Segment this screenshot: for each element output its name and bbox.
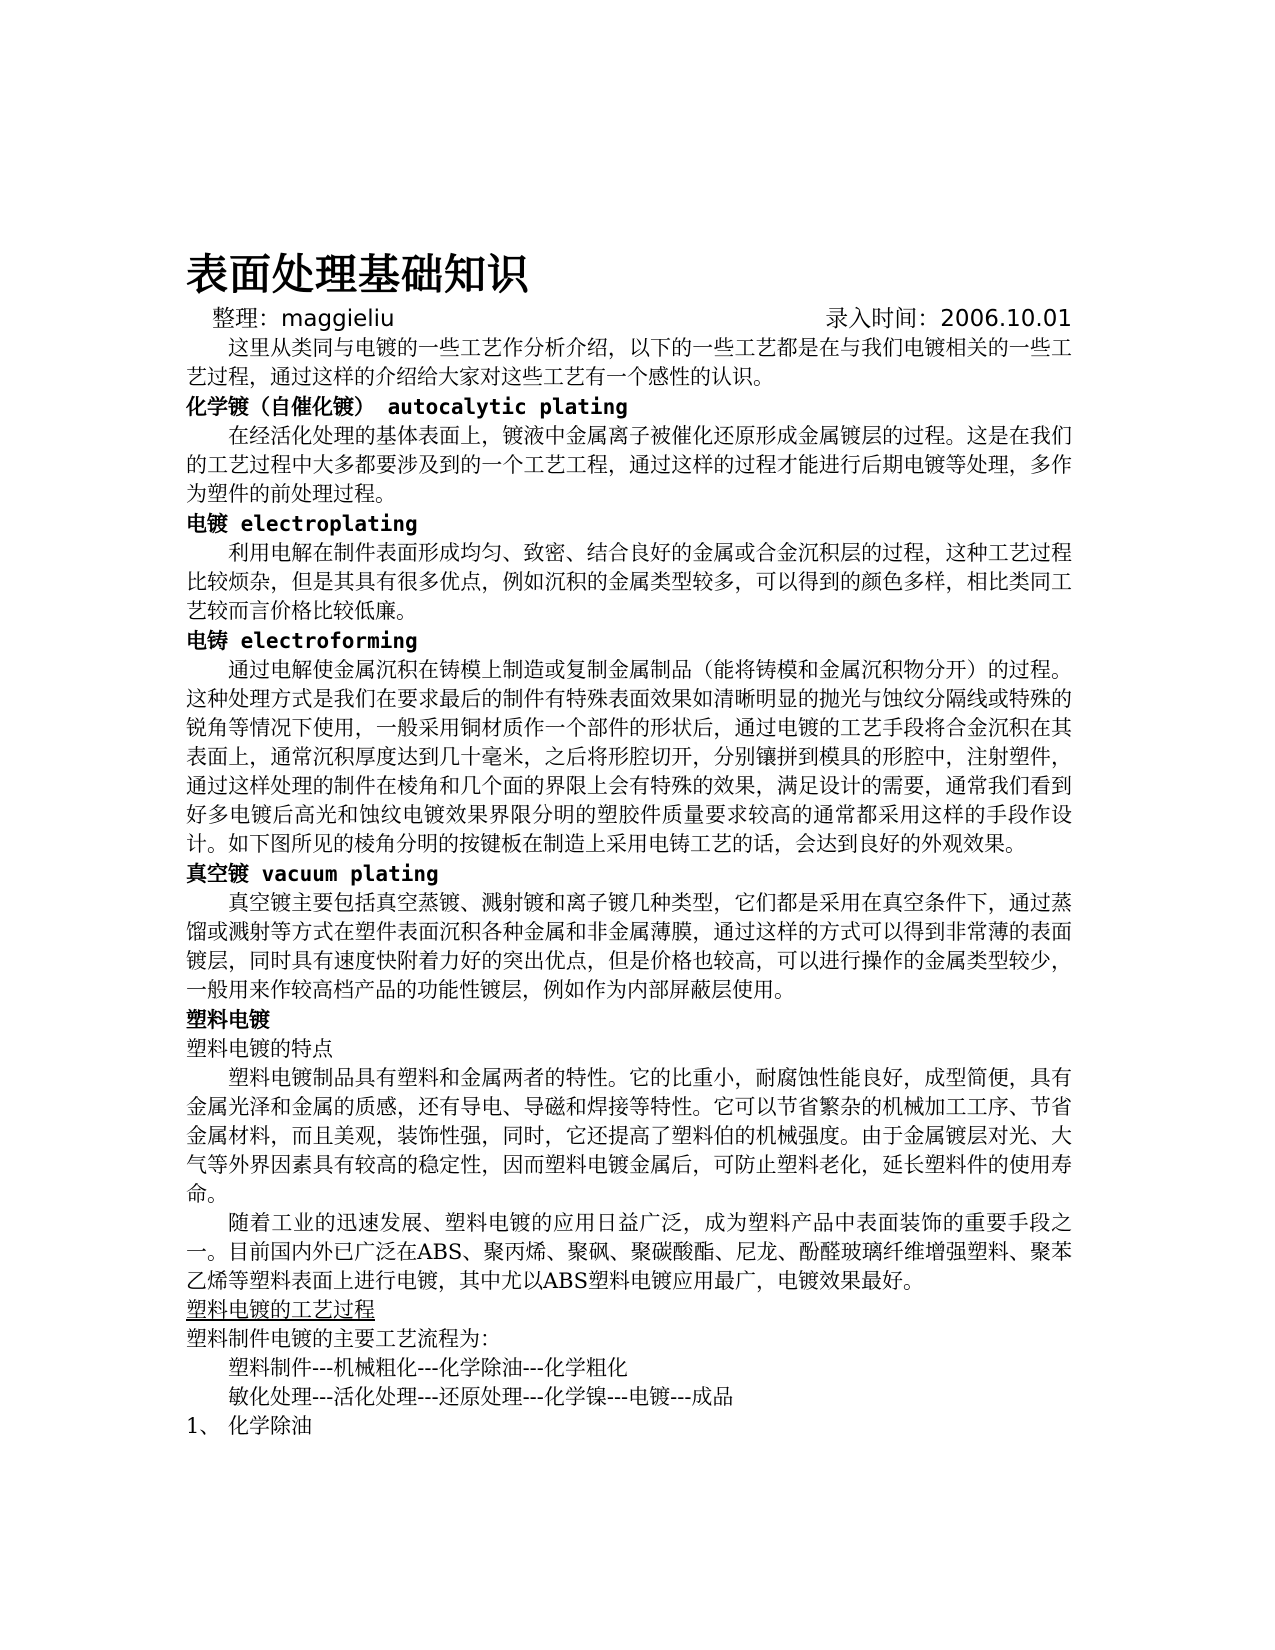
- section-heading-vacuum: 真空镀 vacuum plating: [186, 862, 439, 886]
- document-meta: [186, 304, 1072, 334]
- section-heading-plastic: 塑料电镀: [186, 1008, 270, 1032]
- step-number: 1、: [186, 1414, 221, 1438]
- plastic-features-label: 塑料电镀的特点: [186, 1037, 333, 1061]
- organizer-text: 整理：maggieliu: [212, 306, 395, 332]
- plastic-process-label: 塑料电镀的工艺过程: [186, 1298, 375, 1322]
- section-heading-electroplating: 电镀 electroplating: [186, 512, 418, 536]
- step-label: 化学除油: [228, 1414, 312, 1438]
- section-body-autocalytic: 在经活化处理的基体表面上，镀液中金属离子被催化还原形成金属镀层的过程。这是在我们的工艺过程中大多都要涉及到的一个工艺工程，通过这样的过程才能进行后期电镀等处理，多作为塑件的前处理过程。: [186, 424, 1072, 506]
- flow-line-2: 敏化处理---活化处理---还原处理---化学镍---电镀---成品: [228, 1385, 734, 1409]
- section-body-electroplating: 利用电解在制件表面形成均匀、致密、结合良好的金属或合金沉积层的过程，这种工艺过程比较烦杂，但是其具有很多优点，例如沉积的金属类型较多，可以得到的颜色多样，相比类同工艺较而言价格比较低廉。: [186, 541, 1072, 623]
- flow-intro: 塑料制件电镀的主要工艺流程为：: [186, 1327, 501, 1351]
- step-item: [186, 1412, 1072, 1441]
- document-page: [186, 248, 1072, 1441]
- section-heading-electroforming: 电铸 electroforming: [186, 629, 418, 653]
- entry-time-text: 录入时间：2006.10.01: [825, 306, 1072, 332]
- intro-paragraph: 这里从类同与电镀的一些工艺作分析介绍，以下的一些工艺都是在与我们电镀相关的一些工艺过程，通过这样的介绍给大家对这些工艺有一个感性的认识。: [186, 336, 1072, 389]
- document-title: 表面处理基础知识: [186, 250, 531, 299]
- section-heading-autocalytic: 化学镀（自催化镀） autocalytic plating: [186, 395, 628, 419]
- plastic-paragraph-1: 塑料电镀制品具有塑料和金属两者的特性。它的比重小，耐腐蚀性能良好，成型简便，具有金属光泽和金属的质感，还有导电、导磁和焊接等特性。它可以节省繁杂的机械加工工序、节省金属材料，而且美观，装饰性强，同时，它还提高了塑料伯的机械强度。由于金属镀层对光、大气等外界因素具有较高的稳定性，因而塑料电镀金属后，可防止塑料老化，延长塑料件的使用寿命。: [186, 1066, 1072, 1206]
- plastic-paragraph-2: 随着工业的迅速发展、塑料电镀的应用日益广泛，成为塑料产品中表面装饰的重要手段之一。目前国内外已广泛在ABS、聚丙烯、聚砜、聚碳酸酯、尼龙、酚醛玻璃纤维增强塑料、聚苯乙烯等塑料表面上进行电镀，其中尤以ABS塑料电镀应用最广，电镀效果最好。: [186, 1211, 1072, 1293]
- section-body-electroforming: 通过电解使金属沉积在铸模上制造或复制金属制品（能将铸模和金属沉积物分开）的过程。这种处理方式是我们在要求最后的制件有特殊表面效果如清晰明显的抛光与蚀纹分隔线或特殊的锐角等情况下使用，一般采用铜材质作一个部件的形状后，通过电镀的工艺手段将合金沉积在其表面上，通常沉积厚度达到几十毫米，之后将形腔切开，分别镶拼到模具的形腔中，注射塑件，通过这样处理的制件在棱角和几个面的界限上会有特殊的效果，满足设计的需要，通常我们看到好多电镀后高光和蚀纹电镀效果界限分明的塑胶件质量要求较高的通常都采用这样的手段作设计。如下图所见的棱角分明的按键板在制造上采用电铸工艺的话，会达到良好的外观效果。: [186, 658, 1072, 856]
- flow-line-1: 塑料制件---机械粗化---化学除油---化学粗化: [228, 1356, 628, 1380]
- section-body-vacuum: 真空镀主要包括真空蒸镀、溅射镀和离子镀几种类型，它们都是采用在真空条件下，通过蒸馏或溅射等方式在塑件表面沉积各种金属和非金属薄膜，通过这样的方式可以得到非常薄的表面镀层，同时具有速度快附着力好的突出优点，但是价格也较高，可以进行操作的金属类型较少，一般用来作较高档产品的功能性镀层，例如作为内部屏蔽层使用。: [186, 891, 1072, 1002]
